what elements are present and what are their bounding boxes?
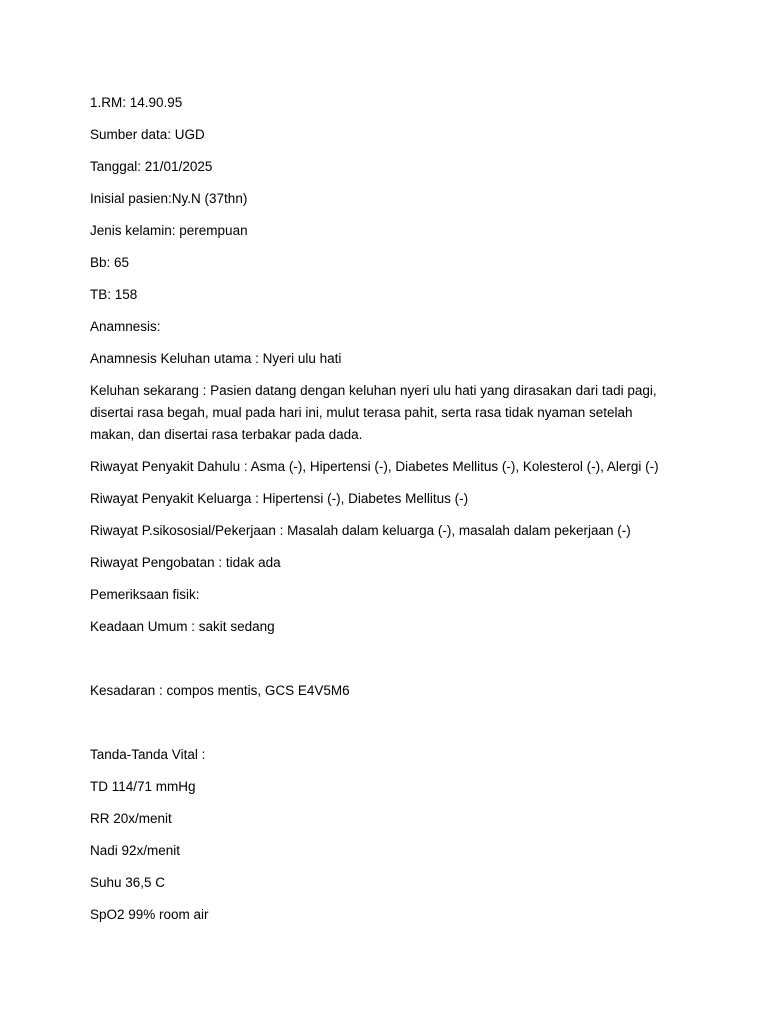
respiratory-rate: RR 20x/menit [90,811,172,826]
family-history: Riwayat Penyakit Keluarga : Hipertensi (-), Diabetes Mellitus (-) [90,491,469,506]
body-weight: Bb: 65 [90,255,130,270]
gender: Jenis kelamin: perempuan [90,223,248,238]
pulse-rate: Nadi 92x/menit [90,843,181,858]
oxygen-saturation: SpO2 99% room air [90,907,209,922]
patient-initials: Inisial pasien:Ny.N (37thn) [90,191,248,206]
vital-signs-heading: Tanda-Tanda Vital : [90,747,206,762]
anamnesis-heading: Anamnesis: [90,319,161,334]
date: Tanggal: 21/01/2025 [90,159,213,174]
body-height: TB: 158 [90,287,138,302]
rm-number: 1.RM: 14.90.95 [90,95,183,110]
data-source: Sumber data: UGD [90,127,205,142]
temperature: Suhu 36,5 C [90,875,166,890]
blood-pressure: TD 114/71 mmHg [90,779,196,794]
physical-exam-heading: Pemeriksaan fisik: [90,587,200,602]
consciousness: Kesadaran : compos mentis, GCS E4V5M6 [90,683,350,698]
past-medical-history: Riwayat Penyakit Dahulu : Asma (-), Hipertensi (-), Diabetes Mellitus (-), Kolesterol (-), Alergi (-) [90,459,659,474]
medication-history: Riwayat Pengobatan : tidak ada [90,555,281,570]
chief-complaint: Anamnesis Keluhan utama : Nyeri ulu hati [90,351,342,366]
current-complaint: Keluhan sekarang : Pasien datang dengan keluhan nyeri ulu hati yang dirasakan dari tadi pagi, disertai rasa begah, mual pada hari ini, mulut terasa pahit, serta rasa tidak nyaman setelah makan, dan disertai rasa terbakar pada dada. [90,383,657,442]
psychosocial-history: Riwayat P.sikososial/Pekerjaan : Masalah dalam keluarga (-), masalah dalam pekerjaan (-) [90,523,631,538]
general-condition: Keadaan Umum : sakit sedang [90,619,275,634]
